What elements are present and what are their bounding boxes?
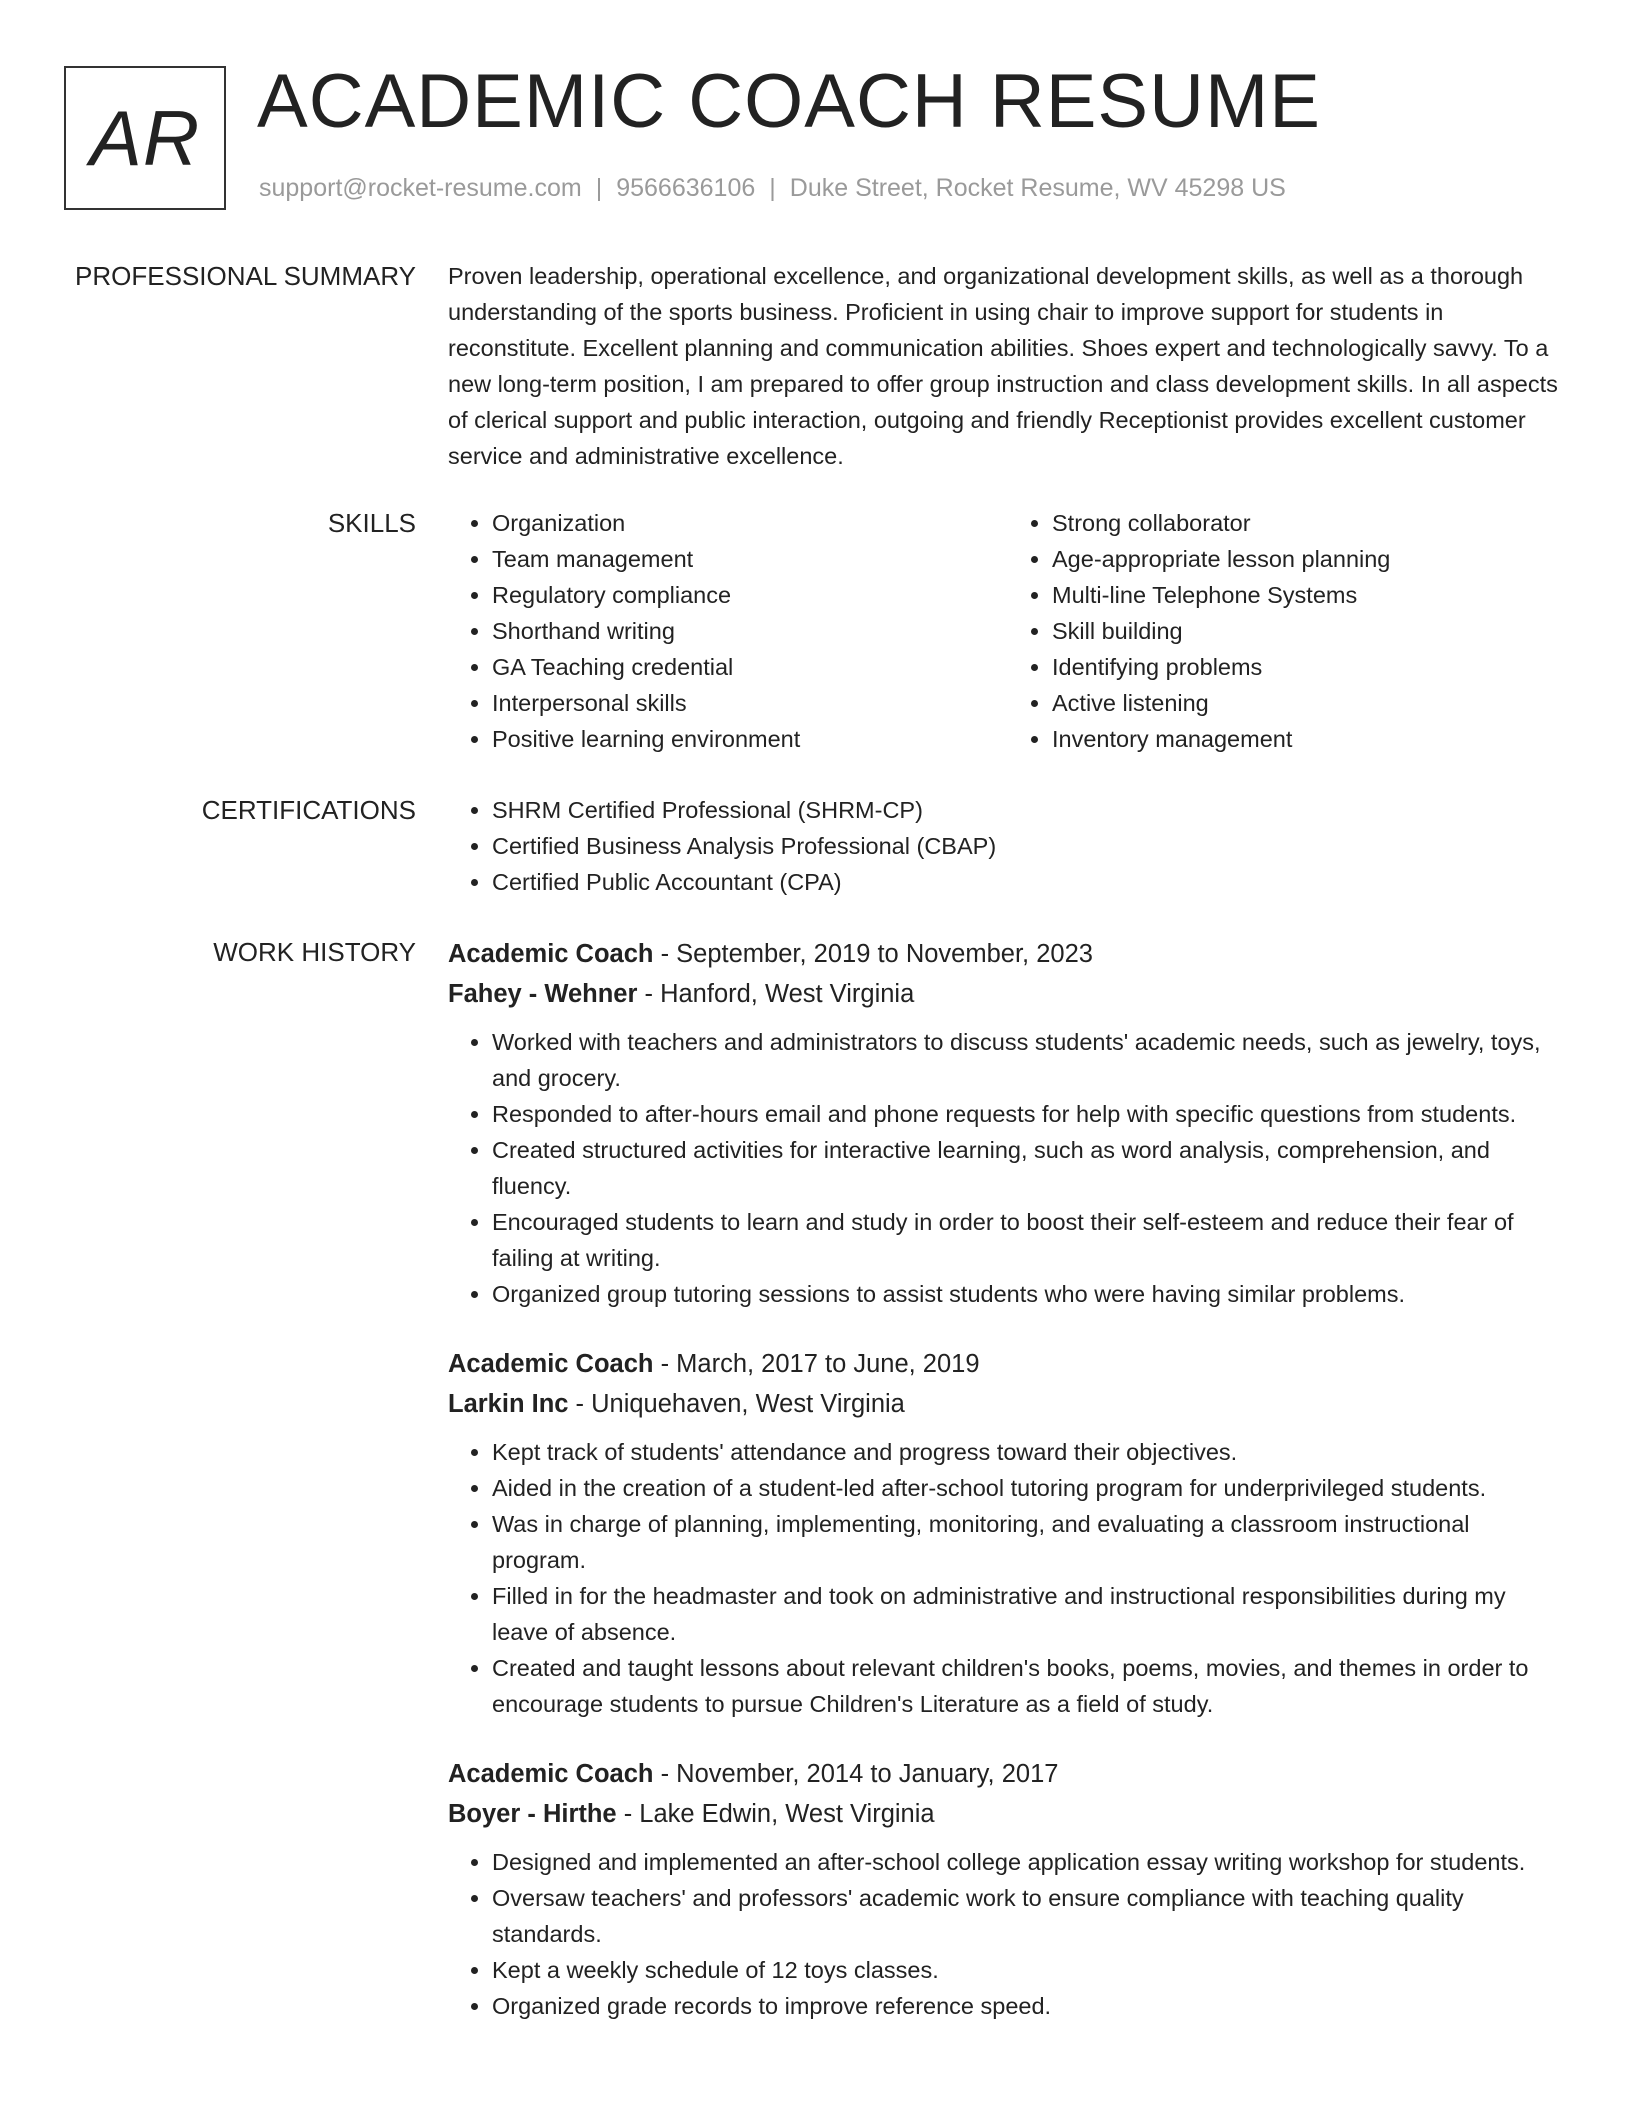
job-bullet-list	[448, 1024, 1568, 1312]
job-bullet: • Worked with teachers and administrators to discuss students' academic needs, such as jewelry, toys, and grocery.	[492, 1024, 1568, 1096]
skill-item: • Identifying problems	[1052, 649, 1568, 685]
certifications-list	[448, 792, 1568, 900]
job-bullet: • Kept a weekly schedule of 12 toys classes.	[492, 1952, 1568, 1988]
job-title: Academic Coach	[448, 940, 654, 968]
job-bullet: • Was in charge of planning, implementing, monitoring, and evaluating a classroom instructional program.	[492, 1506, 1568, 1578]
section-label-work-history: WORK HISTORY	[213, 937, 416, 967]
skill-item: • Age-appropriate lesson planning	[1052, 541, 1568, 577]
job-company: Larkin Inc	[448, 1390, 569, 1418]
skills-list-right	[1008, 505, 1568, 757]
job-bullet: • Created structured activities for interactive learning, such as word analysis, comprehension, and fluency.	[492, 1132, 1568, 1204]
skill-item: • Multi-line Telephone Systems	[1052, 577, 1568, 613]
job-title-line	[448, 934, 1568, 974]
skill-item: • GA Teaching credential	[492, 649, 1008, 685]
job-entry	[448, 1754, 1568, 2024]
job-bullet: • Oversaw teachers' and professors' academic work to ensure compliance with teaching quality standards.	[492, 1880, 1568, 1952]
job-dates: - September, 2019 to November, 2023	[653, 940, 1093, 968]
summary-text: Proven leadership, operational excellence, and organizational development skills, as well as a thorough understanding of the sports business. Proficient in using chair to improve support for students in reconstitute. Excellent planning and communication abilities. Shoes expert and technologically savvy. To a new long-term position, I am prepared to offer group instruction and class development skills. In all aspects of clerical support and public interaction, outgoing and friendly Receptionist provides excellent customer service and administrative excellence.	[448, 263, 1558, 469]
job-bullet: • Aided in the creation of a student-led after-school tutoring program for underprivileged students.	[492, 1470, 1568, 1506]
page-title: ACADEMIC COACH RESUME	[257, 59, 1321, 144]
job-entry	[448, 934, 1568, 1312]
skill-item: • Positive learning environment	[492, 721, 1008, 757]
job-title: Academic Coach	[448, 1350, 654, 1378]
skills-list-left	[448, 505, 1008, 757]
certifications-content	[448, 792, 1568, 900]
job-title: Academic Coach	[448, 1760, 654, 1788]
skill-item: • Shorthand writing	[492, 613, 1008, 649]
certification-item: • Certified Public Accountant (CPA)	[492, 864, 1568, 900]
contact-email: support@rocket-resume.com	[259, 174, 582, 202]
certification-item: • SHRM Certified Professional (SHRM-CP)	[492, 792, 1568, 828]
job-title-line	[448, 1344, 1568, 1384]
resume-header	[64, 59, 1564, 210]
job-dates: - November, 2014 to January, 2017	[653, 1760, 1059, 1788]
job-location: - Hanford, West Virginia	[637, 980, 915, 1008]
job-company: Fahey - Wehner	[448, 980, 638, 1008]
job-bullet: • Encouraged students to learn and study in order to boost their self-esteem and reduce their fear of failing at writing.	[492, 1204, 1568, 1276]
job-bullet: • Kept track of students' attendance and progress toward their objectives.	[492, 1434, 1568, 1470]
monogram-logo: AR	[64, 66, 226, 210]
skill-item: • Interpersonal skills	[492, 685, 1008, 721]
job-bullet: • Designed and implemented an after-school college application essay writing workshop for students.	[492, 1844, 1568, 1880]
skills-content	[448, 505, 1568, 757]
skill-item: • Team management	[492, 541, 1008, 577]
job-bullet: • Responded to after-hours email and phone requests for help with specific questions from students.	[492, 1096, 1568, 1132]
job-location: - Lake Edwin, West Virginia	[616, 1800, 935, 1828]
summary-content	[448, 258, 1568, 474]
job-company-line	[448, 1384, 1568, 1424]
job-bullet-list	[448, 1434, 1568, 1722]
skill-item: • Strong collaborator	[1052, 505, 1568, 541]
job-bullet: • Created and taught lessons about relevant children's books, poems, movies, and themes in order to encourage students to pursue Children's Literature as a field of study.	[492, 1650, 1568, 1722]
skill-item: • Skill building	[1052, 613, 1568, 649]
certification-item: • Certified Business Analysis Professional (CBAP)	[492, 828, 1568, 864]
job-bullet-list	[448, 1844, 1568, 2024]
skill-item: • Active listening	[1052, 685, 1568, 721]
job-company: Boyer - Hirthe	[448, 1800, 617, 1828]
section-label-summary: PROFESSIONAL SUMMARY	[75, 261, 416, 291]
section-label-skills: SKILLS	[327, 508, 416, 538]
job-title-line	[448, 1754, 1568, 1794]
contact-address: Duke Street, Rocket Resume, WV 45298 US	[789, 174, 1286, 202]
job-company-line	[448, 974, 1568, 1014]
skill-item: • Regulatory compliance	[492, 577, 1008, 613]
job-company-line	[448, 1794, 1568, 1834]
contact-phone: 9566636106	[616, 174, 756, 202]
skill-item: • Inventory management	[1052, 721, 1568, 757]
job-bullet: • Organized grade records to improve reference speed.	[492, 1988, 1568, 2024]
job-bullet: • Organized group tutoring sessions to assist students who were having similar problems.	[492, 1276, 1568, 1312]
job-entry	[448, 1344, 1568, 1722]
job-location: - Uniquehaven, West Virginia	[568, 1390, 905, 1418]
job-dates: - March, 2017 to June, 2019	[653, 1350, 980, 1378]
contact-line	[259, 174, 1286, 203]
skill-item: • Organization	[492, 505, 1008, 541]
work-history-content	[448, 934, 1568, 2024]
contact-separator: |	[769, 174, 776, 202]
section-label-certifications: CERTIFICATIONS	[201, 795, 416, 825]
contact-separator: |	[595, 174, 603, 202]
job-bullet: • Filled in for the headmaster and took on administrative and instructional responsibilities during my leave of absence.	[492, 1578, 1568, 1650]
